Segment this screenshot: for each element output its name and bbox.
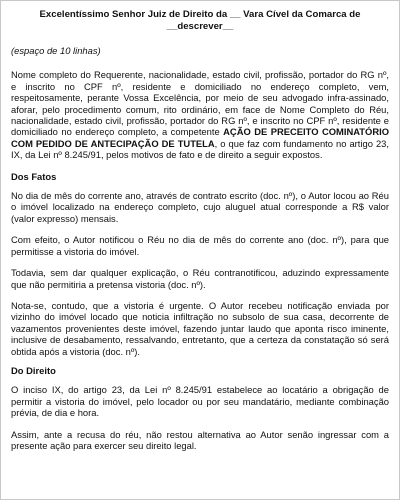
spacing-note: (espaço de 10 linhas) — [11, 45, 101, 56]
intro-paragraph — [11, 69, 389, 160]
intro-text-start: Nome completo do Requerente, nacionalidade, estado civil, profissão, portador do RG nº, e inscrito no CPF nº, residente e domiciliado no endereço completo, vem, respeitosamente, perante Vossa Excelência, por meio de seu advogado infra-assinado, aforar, pelo procedimento comum, rito ordinário, em face de Nome Completo do Réu, nacionalidade, estado civil, profissão, portador do RG nº, e inscrito no CPF nº, residente e domiciliado no endereço completo, a competente — [11, 69, 389, 138]
facts-paragraph-4: Nota-se, contudo, que a vistoria é urgente. O Autor recebeu notificação enviada por vizinho do imóvel locado que noticia infiltração no subsolo de sua casa, decorrente de vazamentos provenientes deste imóvel, fazendo juntar laudo que aponta risco iminente, inclusive de desabamento, ressalvando, entretanto, que a certeza da constatação só será obtida após a vistoria (doc. nº). — [11, 299, 389, 357]
facts-paragraph-2: Com efeito, o Autor notificou o Réu no dia de mês do corrente ano (doc. nº), para que permitisse a vistoria do imóvel. — [11, 234, 389, 257]
intro-text-end: , o que faz com fundamento no artigo 23, IX, da Lei nº 8.245/91, pelos motivos de fato e de direito a seguir expostos. — [11, 137, 389, 161]
document-title: Excelentíssimo Senhor Juiz de Direito da __ Vara Cível da Comarca de __descrever__ — [39, 9, 361, 32]
facts-paragraph-3: Todavia, sem dar qualquer explicação, o Réu contranotificou, aduzindo expressamente que não permitiria a pretensa vistoria (doc. nº). — [11, 267, 389, 290]
document-body — [11, 9, 389, 461]
action-title: AÇÃO DE PRECEITO COMINATÓRIO COM PEDIDO DE ANTECIPAÇÃO DE TUTELA — [11, 126, 389, 149]
law-paragraph-1: O inciso IX, do artigo 23, da Lei nº 8.245/91 estabelece ao locatário a obrigação de permitir a vistoria do imóvel, pelo locador ou por seu mandatário, mediante combinação prévia, de dia e hora. — [11, 384, 389, 419]
law-heading: Do Direito — [11, 364, 56, 376]
facts-heading: Dos Fatos — [11, 170, 57, 182]
facts-paragraph-1: No dia de mês do corrente ano, através de contrato escrito (doc. nº), o Autor locou ao Réu o imóvel localizado na endereço completo, cujo aluguel atual corresponde a R$ valor (valor expresso) mensais. — [11, 190, 389, 224]
law-paragraph-2: Assim, ante a recusa do réu, não restou alternativa ao Autor senão ingressar com a presente ação para exercer seu direito legal. — [11, 428, 389, 451]
